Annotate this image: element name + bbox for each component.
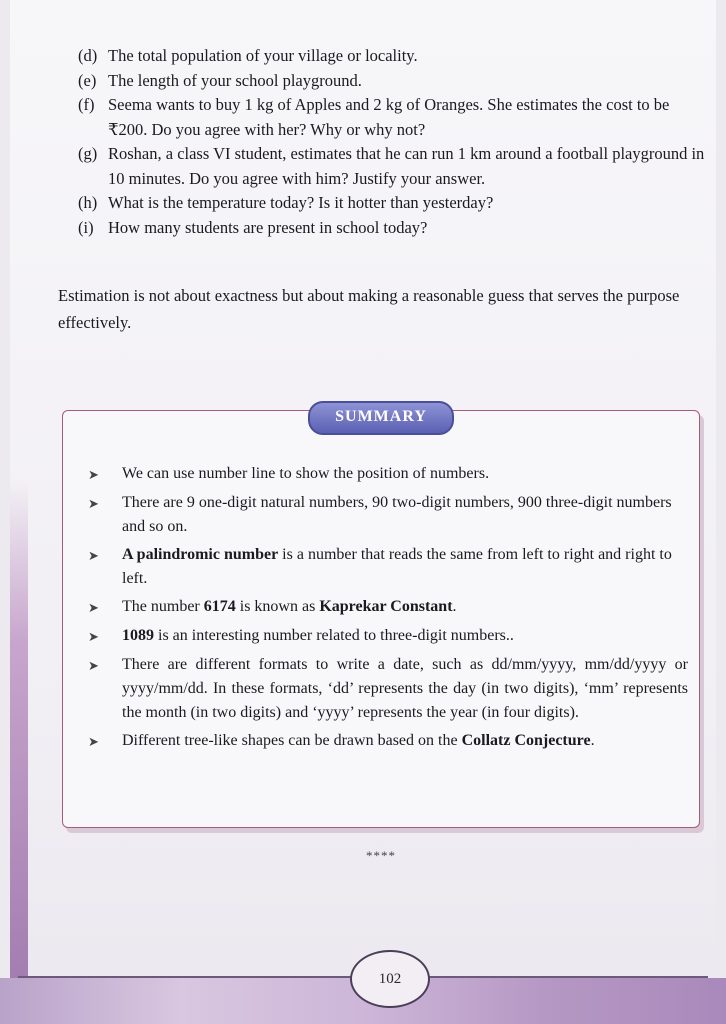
summary-item bbox=[88, 595, 688, 620]
question-label: (g) bbox=[78, 144, 98, 163]
summary-text: Different tree-like shapes can be drawn based on the Collatz Conjecture. bbox=[122, 732, 595, 749]
summary-item bbox=[88, 624, 688, 649]
summary-text: 1089 is an interesting number related to three-digit numbers.. bbox=[122, 627, 514, 644]
question-item bbox=[78, 69, 708, 94]
question-text: Roshan, a class VI student, estimates that he can run 1 km around a football playground in 10 minutes. Do you agree with him? Justify your answer. bbox=[108, 144, 705, 188]
question-text: What is the temperature today? Is it hotter than yesterday? bbox=[108, 193, 494, 212]
arrowhead-bullet-icon: ➤ bbox=[88, 600, 99, 615]
summary-text: There are 9 one-digit natural numbers, 90 two-digit numbers, 900 three-digit numbers and so on. bbox=[122, 494, 672, 535]
estimation-questions bbox=[78, 44, 708, 240]
question-text: The length of your school playground. bbox=[108, 70, 362, 90]
summary-text: The number 6174 is known as Kaprekar Constant. bbox=[122, 598, 457, 615]
estimation-paragraph: Estimation is not about exactness but about making a reasonable guess that serves the purpose effectively. bbox=[58, 286, 680, 332]
summary-item bbox=[88, 653, 688, 725]
section-end-stars: **** bbox=[366, 848, 396, 863]
summary-text: A palindromic number is a number that reads the same from left to right and right to left. bbox=[122, 546, 672, 587]
question-label: (d) bbox=[78, 46, 98, 65]
summary-text: We can use number line to show the position of numbers. bbox=[122, 465, 490, 482]
question-text: How many students are present in school today? bbox=[108, 217, 428, 237]
summary-item bbox=[88, 491, 688, 539]
arrowhead-bullet-icon: ➤ bbox=[88, 629, 99, 644]
arrowhead-bullet-icon: ➤ bbox=[88, 658, 99, 673]
summary-heading: SUMMARY bbox=[308, 401, 454, 435]
question-item bbox=[78, 142, 708, 191]
question-item bbox=[78, 216, 708, 241]
question-label: (i) bbox=[78, 217, 94, 237]
page-edge-decoration bbox=[10, 480, 28, 1024]
question-item bbox=[78, 93, 708, 142]
page-number: 102 bbox=[350, 950, 430, 1008]
arrowhead-bullet-icon: ➤ bbox=[88, 548, 99, 563]
summary-item bbox=[88, 543, 688, 591]
question-label: (e) bbox=[78, 70, 97, 90]
question-item bbox=[78, 191, 708, 216]
question-label: (f) bbox=[78, 95, 95, 114]
arrowhead-bullet-icon: ➤ bbox=[88, 467, 99, 482]
summary-item bbox=[88, 729, 688, 754]
summary-item bbox=[88, 462, 688, 487]
arrowhead-bullet-icon: ➤ bbox=[88, 734, 99, 749]
summary-text: There are different formats to write a date, such as dd/mm/yyyy, mm/dd/yyyy or yyyy/mm/dd. In these formats, ‘dd’ represents the day (in two digits), ‘mm’ represents the month (in two digits) and ‘yyyy’ represents the year (in four digits). bbox=[122, 656, 688, 721]
question-item bbox=[78, 44, 708, 69]
question-text: The total population of your village or locality. bbox=[108, 46, 418, 65]
question-text: Seema wants to buy 1 kg of Apples and 2 kg of Oranges. She estimates the cost to be ₹200. Do you agree with her? Why or why not? bbox=[108, 95, 670, 139]
question-label: (h) bbox=[78, 193, 98, 212]
summary-list bbox=[88, 462, 688, 758]
arrowhead-bullet-icon: ➤ bbox=[88, 496, 99, 511]
